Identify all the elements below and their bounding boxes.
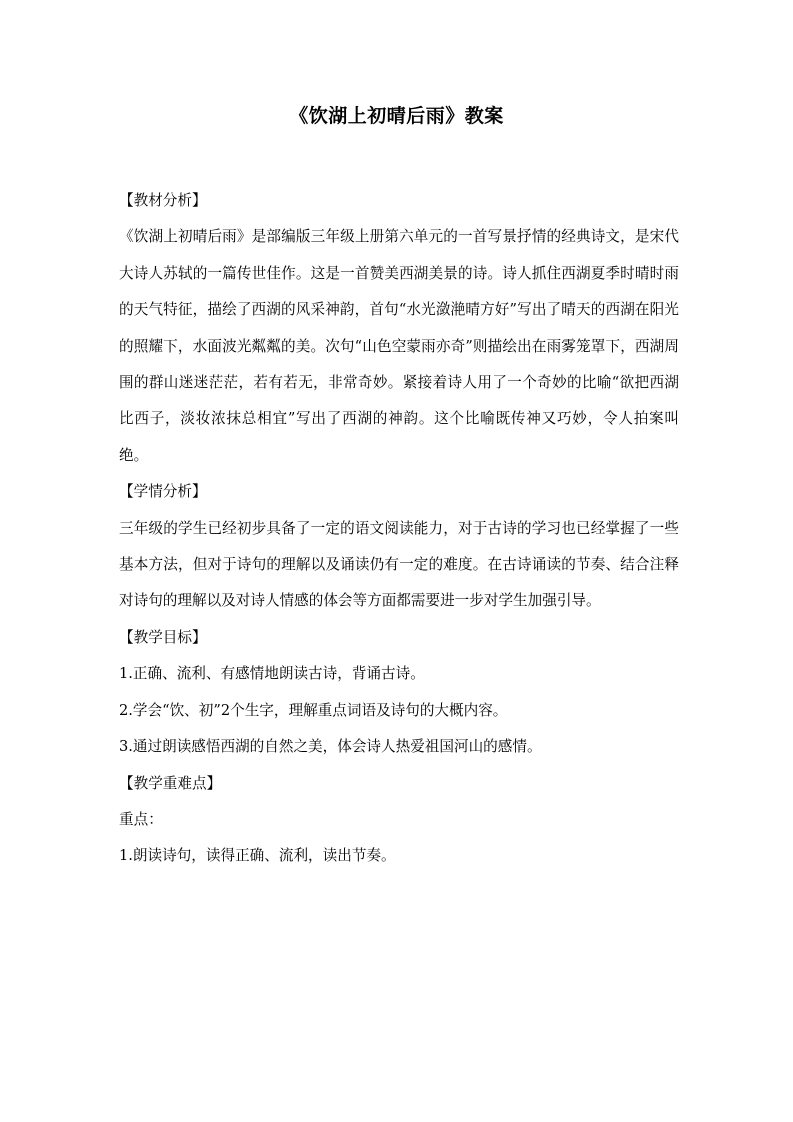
key-points-label: 重点： — [119, 810, 163, 828]
goal-item-3: 3.通过朗读感悟西湖的自然之美，体会诗人热爱祖国河山的感情。 — [119, 738, 542, 756]
section-heading-key-points: 【教学重难点】 — [119, 774, 222, 792]
section-heading-learner-analysis: 【学情分析】 — [119, 483, 207, 501]
goal-item-2: 2.学会“饮、初”2个生字，理解重点词语及诗句的大概内容。 — [119, 701, 508, 719]
section-heading-teaching-goals: 【教学目标】 — [119, 628, 207, 646]
paragraph-textbook-analysis: 《饮湖上初晴后雨》是部编版三年级上册第六单元的一首写景抒情的经典诗文，是宋代大诗人苏轼的一篇传世佳作。这是一首赞美西湖美景的诗。诗人抓住西湖夏季时晴时雨的天气特征，描绘了西湖的风采神韵，首句“水光潋滟晴方好”写出了晴天的西湖在阳光的照耀下，水面波光粼粼的美。次句“山色空蒙雨亦奇”则描绘出在雨雾笼罩下，西湖周围的群山迷迷茫茫，若有若无，非常奇妙。紧接着诗人用了一个奇妙的比喻“欲把西湖比西子，淡妆浓抹总相宜”写出了西湖的神韵。这个比喻既传神又巧妙，令人拍案叫绝。 — [119, 228, 679, 464]
section-heading-textbook-analysis: 【教材分析】 — [119, 192, 207, 209]
document-title: 《饮湖上初晴后雨》教案 — [289, 105, 504, 127]
goal-item-1: 1.正确、流利、有感情地朗读古诗，背诵古诗。 — [119, 665, 425, 683]
key-point-item-1: 1.朗读诗句，读得正确、流利，读出节奏。 — [119, 847, 396, 865]
document-body — [119, 183, 679, 875]
paragraph-learner-analysis: 三年级的学生已经初步具备了一定的语文阅读能力，对于古诗的学习也已经掌握了一些基本方法，但对于诗句的理解以及诵读仍有一定的难度。在古诗诵读的节奏、结合注释对诗句的理解以及对诗人情感的体会等方面都需要进一步对学生加强引导。 — [119, 519, 679, 610]
